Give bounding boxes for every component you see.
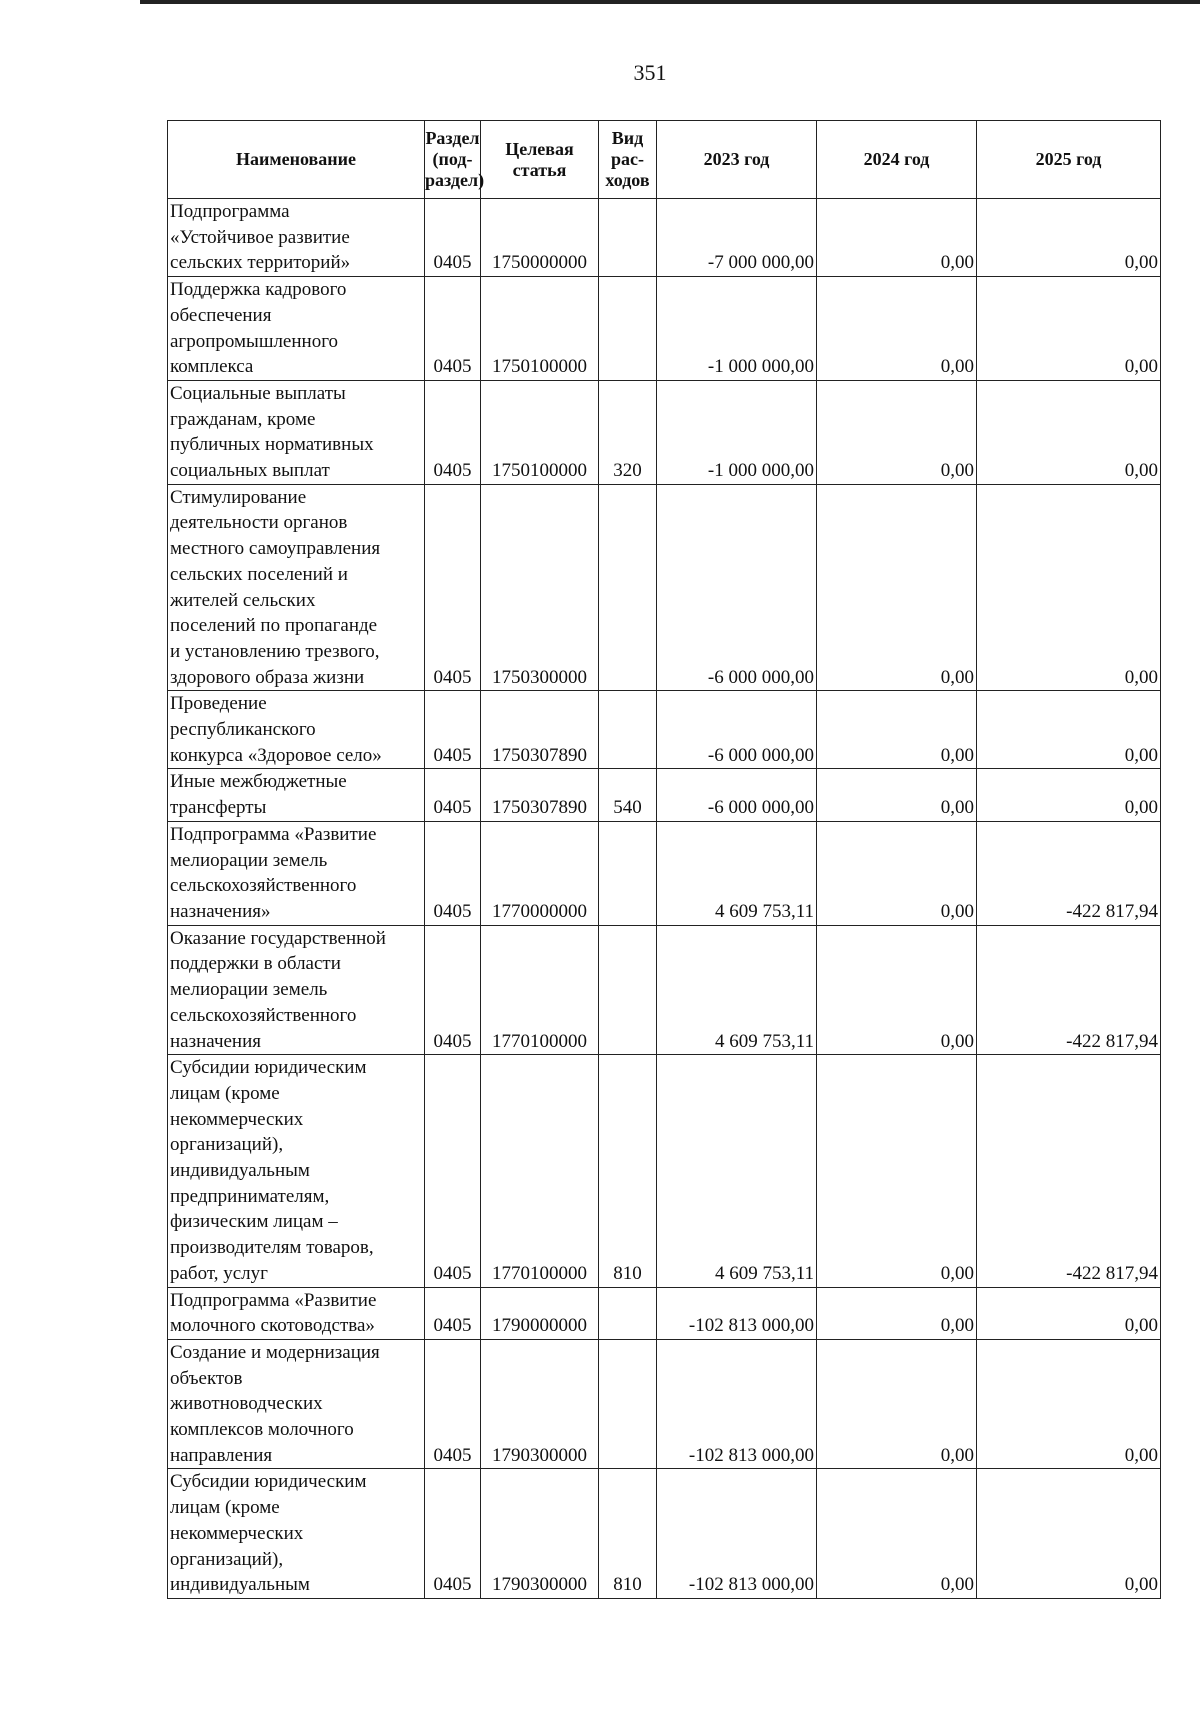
- row-2024: 0,00: [817, 1469, 977, 1599]
- row-section: 0405: [425, 1339, 481, 1469]
- row-kind: [599, 1339, 657, 1469]
- row-2025: 0,00: [977, 1469, 1161, 1599]
- row-section: 0405: [425, 1055, 481, 1287]
- row-2023: -102 813 000,00: [657, 1339, 817, 1469]
- row-name-line: обеспечения: [170, 304, 272, 326]
- row-name-line: назначения»: [170, 900, 271, 922]
- row-name: [168, 1055, 425, 1287]
- row-name: [168, 1339, 425, 1469]
- row-kind: 810: [599, 1469, 657, 1599]
- row-2023: -1 000 000,00: [657, 380, 817, 484]
- header-section: Раздел (под- раздел): [425, 121, 481, 199]
- row-2025: 0,00: [977, 484, 1161, 691]
- row-name: [168, 1287, 425, 1339]
- row-target: 1750300000: [481, 484, 599, 691]
- row-name-line: Подпрограмма: [170, 201, 290, 222]
- row-name-line: сельских поселений и: [170, 563, 348, 585]
- header-2023: 2023 год: [657, 121, 817, 199]
- row-name-line: конкурса «Здоровое село»: [170, 744, 382, 766]
- row-name-line: Поддержка кадрового: [170, 279, 347, 301]
- row-name-line: работ, услуг: [170, 1262, 268, 1284]
- row-target: 1790300000: [481, 1339, 599, 1469]
- table-row: [168, 1339, 1161, 1469]
- row-name-line: агропромышленного: [170, 330, 339, 352]
- row-section: 0405: [425, 1287, 481, 1339]
- row-2025: 0,00: [977, 769, 1161, 821]
- row-name-line: комплекса: [170, 356, 254, 378]
- row-2025: 0,00: [977, 199, 1161, 277]
- row-name-line: индивидуальным: [170, 1160, 310, 1182]
- row-name-line: Субсидии юридическим: [170, 1471, 367, 1493]
- row-name-line: индивидуальным: [170, 1574, 310, 1596]
- row-target: 1750100000: [481, 380, 599, 484]
- row-name: [168, 691, 425, 769]
- row-2024: 0,00: [817, 769, 977, 821]
- row-target: 1790000000: [481, 1287, 599, 1339]
- row-name-line: сельских территорий»: [170, 252, 351, 274]
- table-row: [168, 691, 1161, 769]
- header-2025: 2025 год: [977, 121, 1161, 199]
- row-section: 0405: [425, 769, 481, 821]
- row-2025: 0,00: [977, 277, 1161, 381]
- row-name-line: производителям товаров,: [170, 1237, 374, 1259]
- row-section: 0405: [425, 925, 481, 1055]
- row-section: 0405: [425, 484, 481, 691]
- row-name-line: Иные межбюджетные: [170, 771, 347, 793]
- row-2023: -102 813 000,00: [657, 1469, 817, 1599]
- header-name: Наименование: [168, 121, 425, 199]
- row-name-line: Проведение: [170, 693, 267, 715]
- row-kind: [599, 199, 657, 277]
- row-2023: 4 609 753,11: [657, 925, 817, 1055]
- row-name-line: социальных выплат: [170, 460, 330, 482]
- row-2023: -6 000 000,00: [657, 691, 817, 769]
- row-name-line: Стимулирование: [170, 486, 307, 508]
- row-name-line: трансферты: [170, 797, 267, 819]
- row-kind: [599, 821, 657, 925]
- row-2025: -422 817,94: [977, 925, 1161, 1055]
- row-target: 1770000000: [481, 821, 599, 925]
- row-name-line: Подпрограмма «Развитие: [170, 823, 377, 845]
- row-name-line: некоммерческих: [170, 1522, 304, 1544]
- row-section: 0405: [425, 1469, 481, 1599]
- row-name: [168, 484, 425, 691]
- row-section: 0405: [425, 821, 481, 925]
- row-name-line: деятельности органов: [170, 512, 348, 534]
- row-2023: -6 000 000,00: [657, 769, 817, 821]
- row-name-line: публичных нормативных: [170, 434, 374, 456]
- row-name: [168, 199, 425, 277]
- table-row: [168, 821, 1161, 925]
- row-kind: [599, 925, 657, 1055]
- row-name-line: «Устойчивое развитие: [170, 226, 350, 248]
- row-2023: -6 000 000,00: [657, 484, 817, 691]
- row-name-line: сельскохозяйственного: [170, 875, 357, 897]
- row-2025: 0,00: [977, 691, 1161, 769]
- row-name-line: лицам (кроме: [170, 1497, 280, 1519]
- row-name: [168, 277, 425, 381]
- row-name-line: гражданам, кроме: [170, 408, 316, 430]
- budget-table: [167, 120, 1161, 1599]
- table-row: [168, 1055, 1161, 1287]
- row-2024: 0,00: [817, 277, 977, 381]
- row-2025: 0,00: [977, 380, 1161, 484]
- row-kind: [599, 1287, 657, 1339]
- row-2024: 0,00: [817, 484, 977, 691]
- row-target: 1770100000: [481, 1055, 599, 1287]
- row-target: 1790300000: [481, 1469, 599, 1599]
- row-2024: 0,00: [817, 821, 977, 925]
- row-name: [168, 380, 425, 484]
- row-name-line: организаций),: [170, 1134, 284, 1156]
- row-2023: 4 609 753,11: [657, 1055, 817, 1287]
- row-2024: 0,00: [817, 1339, 977, 1469]
- scan-edge-line: [140, 0, 1200, 4]
- row-name-line: Создание и модернизация: [170, 1341, 380, 1363]
- row-target: 1750100000: [481, 277, 599, 381]
- row-name-line: мелиорации земель: [170, 979, 328, 1001]
- row-name: [168, 925, 425, 1055]
- row-name-line: физическим лицам –: [170, 1211, 338, 1233]
- row-name-line: Социальные выплаты: [170, 382, 346, 404]
- row-name-line: предпринимателям,: [170, 1185, 330, 1207]
- row-name-line: сельскохозяйственного: [170, 1004, 357, 1026]
- row-2025: 0,00: [977, 1287, 1161, 1339]
- row-2023: 4 609 753,11: [657, 821, 817, 925]
- table-row: [168, 1287, 1161, 1339]
- row-kind: [599, 277, 657, 381]
- table-row: [168, 1469, 1161, 1599]
- row-target: 1750307890: [481, 691, 599, 769]
- row-name-line: здорового образа жизни: [170, 666, 365, 688]
- row-2023: -7 000 000,00: [657, 199, 817, 277]
- row-name-line: поддержки в области: [170, 953, 341, 975]
- row-section: 0405: [425, 199, 481, 277]
- row-name-line: поселений по пропаганде: [170, 615, 378, 637]
- row-kind: 810: [599, 1055, 657, 1287]
- row-name-line: Оказание государственной: [170, 927, 386, 949]
- row-name: [168, 1469, 425, 1599]
- row-name-line: молочного скотоводства»: [170, 1315, 375, 1337]
- row-name-line: и установлению трезвого,: [170, 640, 380, 662]
- row-name-line: Субсидии юридическим: [170, 1057, 367, 1079]
- header-2024: 2024 год: [817, 121, 977, 199]
- table-header-row: [168, 121, 1161, 199]
- row-name-line: комплексов молочного: [170, 1419, 354, 1441]
- table-row: [168, 769, 1161, 821]
- row-2025: -422 817,94: [977, 821, 1161, 925]
- row-target: 1770100000: [481, 925, 599, 1055]
- row-kind: 320: [599, 380, 657, 484]
- row-name-line: направления: [170, 1444, 273, 1466]
- page-number: 351: [633, 60, 667, 85]
- row-name: [168, 821, 425, 925]
- row-2024: 0,00: [817, 1055, 977, 1287]
- row-kind: [599, 484, 657, 691]
- row-2025: 0,00: [977, 1339, 1161, 1469]
- row-name: [168, 769, 425, 821]
- row-kind: [599, 691, 657, 769]
- row-name-line: жителей сельских: [170, 589, 316, 611]
- row-section: 0405: [425, 380, 481, 484]
- row-section: 0405: [425, 277, 481, 381]
- row-name-line: лицам (кроме: [170, 1082, 280, 1104]
- header-target: Целевая статья: [481, 121, 599, 199]
- table-body: [168, 199, 1161, 1599]
- row-name-line: республиканского: [170, 719, 316, 741]
- row-name-line: объектов: [170, 1367, 243, 1389]
- row-name-line: некоммерческих: [170, 1108, 304, 1130]
- row-2024: 0,00: [817, 380, 977, 484]
- row-2024: 0,00: [817, 1287, 977, 1339]
- row-name-line: назначения: [170, 1030, 262, 1052]
- row-target: 1750307890: [481, 769, 599, 821]
- row-name-line: мелиорации земель: [170, 849, 328, 871]
- row-name-line: животноводческих: [170, 1393, 323, 1415]
- table-row: [168, 277, 1161, 381]
- table-row: [168, 199, 1161, 277]
- row-section: 0405: [425, 691, 481, 769]
- row-2024: 0,00: [817, 925, 977, 1055]
- row-2023: -102 813 000,00: [657, 1287, 817, 1339]
- row-2024: 0,00: [817, 199, 977, 277]
- table-row: [168, 925, 1161, 1055]
- row-2025: -422 817,94: [977, 1055, 1161, 1287]
- row-name-line: местного самоуправления: [170, 538, 381, 560]
- table-row: [168, 484, 1161, 691]
- header-kind: Вид рас- ходов: [599, 121, 657, 199]
- row-target: 1750000000: [481, 199, 599, 277]
- row-2023: -1 000 000,00: [657, 277, 817, 381]
- table-row: [168, 380, 1161, 484]
- row-name-line: Подпрограмма «Развитие: [170, 1289, 377, 1311]
- row-kind: 540: [599, 769, 657, 821]
- row-name-line: организаций),: [170, 1548, 284, 1570]
- row-2024: 0,00: [817, 691, 977, 769]
